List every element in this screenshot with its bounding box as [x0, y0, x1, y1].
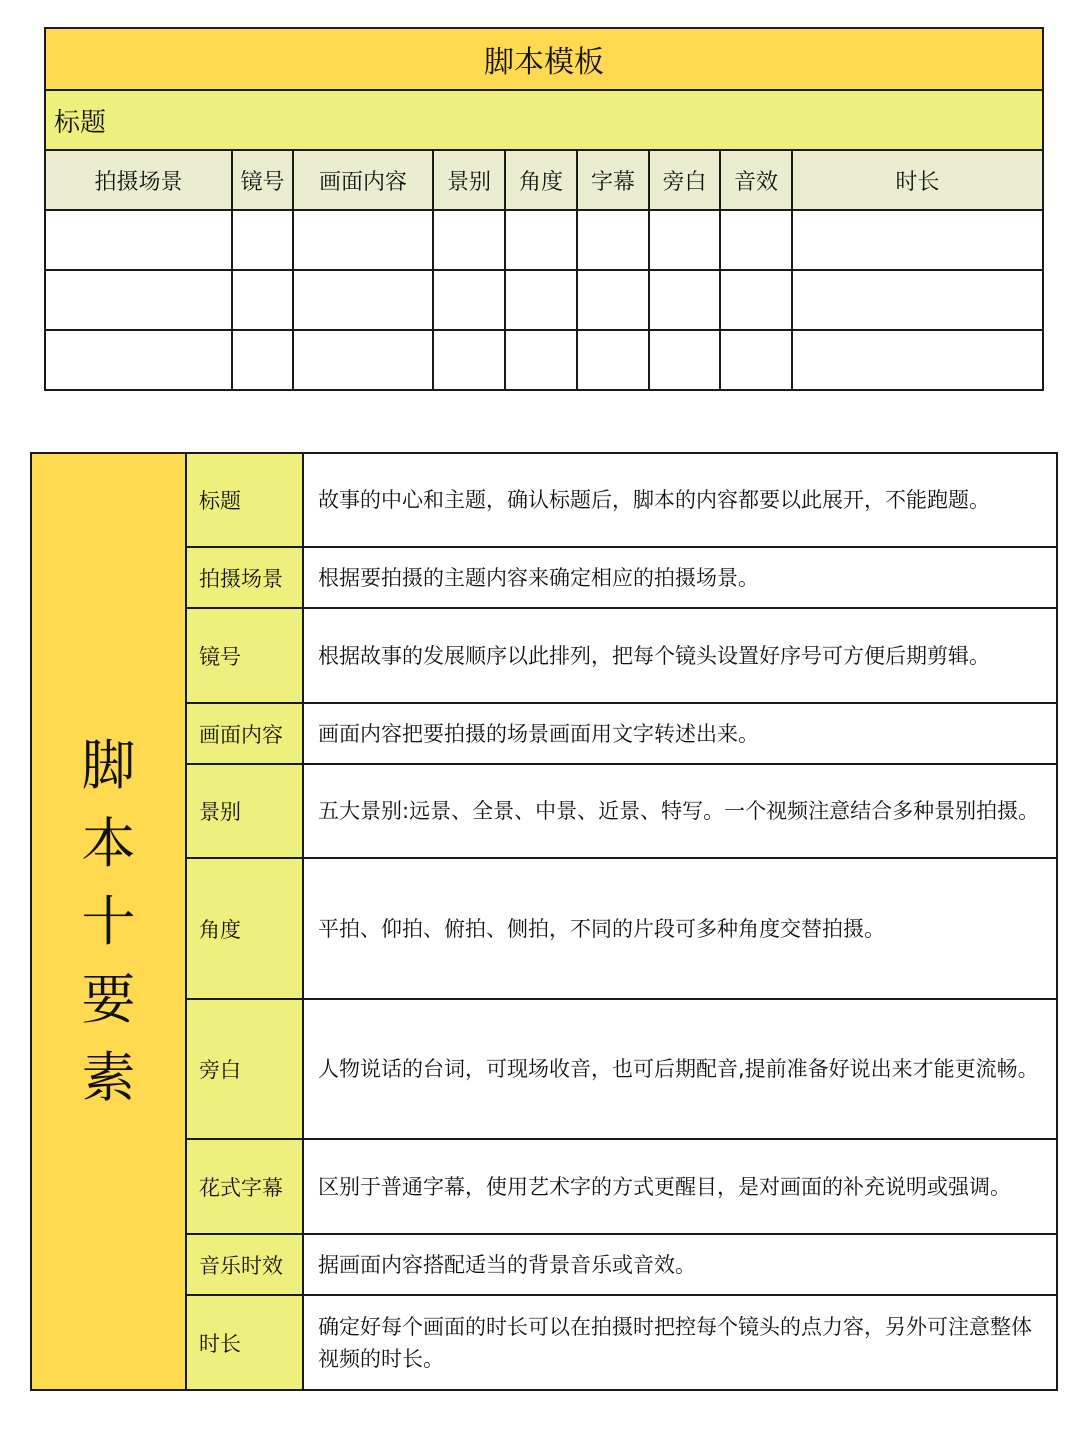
empty-cell — [792, 270, 1043, 330]
empty-cell — [649, 270, 720, 330]
element-description: 区别于普通字幕，使用艺术字的方式更醒目，是对画面的补充说明或强调。 — [303, 1139, 1057, 1234]
element-description: 画面内容把要拍摄的场景画面用文字转述出来。 — [303, 703, 1057, 764]
template-empty-row — [45, 330, 1043, 390]
empty-cell — [45, 270, 232, 330]
element-name: 旁白 — [186, 999, 303, 1139]
heading-char: 素 — [81, 1045, 136, 1109]
column-header-narration: 旁白 — [649, 150, 720, 210]
element-name: 时长 — [186, 1295, 303, 1390]
script-template-table — [44, 27, 1044, 391]
empty-cell — [45, 330, 232, 390]
empty-cell — [792, 210, 1043, 270]
element-name: 角度 — [186, 858, 303, 999]
heading-char: 脚 — [81, 733, 136, 797]
element-name: 画面内容 — [186, 703, 303, 764]
template-empty-row — [45, 210, 1043, 270]
empty-cell — [577, 330, 649, 390]
empty-cell — [649, 330, 720, 390]
empty-cell — [293, 210, 433, 270]
empty-cell — [433, 270, 505, 330]
empty-cell — [505, 330, 577, 390]
element-row — [31, 453, 1057, 547]
empty-cell — [45, 210, 232, 270]
empty-cell — [232, 210, 293, 270]
empty-cell — [293, 270, 433, 330]
column-header-shot-number: 镜号 — [232, 150, 293, 210]
element-name: 标题 — [186, 453, 303, 547]
heading-char: 要 — [81, 967, 136, 1031]
element-description: 确定好每个画面的时长可以在拍摄时把控每个镜头的点力容，另外可注意整体视频的时长。 — [303, 1295, 1057, 1390]
template-subtitle: 标题 — [45, 90, 1043, 150]
column-header-shot-size: 景别 — [433, 150, 505, 210]
empty-cell — [792, 330, 1043, 390]
elements-heading — [31, 453, 186, 1390]
column-header-scene: 拍摄场景 — [45, 150, 232, 210]
empty-cell — [649, 210, 720, 270]
script-elements-table — [30, 452, 1058, 1391]
column-header-sound: 音效 — [720, 150, 792, 210]
template-title: 脚本模板 — [45, 28, 1043, 90]
empty-cell — [720, 330, 792, 390]
element-description: 故事的中心和主题，确认标题后，脚本的内容都要以此展开，不能跑题。 — [303, 453, 1057, 547]
empty-cell — [577, 270, 649, 330]
empty-cell — [577, 210, 649, 270]
empty-cell — [720, 210, 792, 270]
element-description: 五大景别:远景、全景、中景、近景、特写。一个视频注意结合多种景别拍摄。 — [303, 764, 1057, 858]
empty-cell — [505, 210, 577, 270]
element-name: 花式字幕 — [186, 1139, 303, 1234]
element-description: 据画面内容搭配适当的背景音乐或音效。 — [303, 1234, 1057, 1295]
template-empty-row — [45, 270, 1043, 330]
element-description: 平拍、仰拍、俯拍、侧拍，不同的片段可多种角度交替拍摄。 — [303, 858, 1057, 999]
column-header-subtitle: 字幕 — [577, 150, 649, 210]
column-header-content: 画面内容 — [293, 150, 433, 210]
empty-cell — [232, 270, 293, 330]
empty-cell — [433, 330, 505, 390]
element-name: 景别 — [186, 764, 303, 858]
empty-cell — [505, 270, 577, 330]
heading-char: 本 — [81, 811, 136, 875]
element-description: 根据故事的发展顺序以此排列，把每个镜头设置好序号可方便后期剪辑。 — [303, 608, 1057, 703]
column-header-angle: 角度 — [505, 150, 577, 210]
element-description: 人物说话的台词，可现场收音，也可后期配音,提前准备好说出来才能更流畅。 — [303, 999, 1057, 1139]
template-header-row — [45, 150, 1043, 210]
element-name: 拍摄场景 — [186, 547, 303, 608]
element-name: 镜号 — [186, 608, 303, 703]
empty-cell — [293, 330, 433, 390]
element-description: 根据要拍摄的主题内容来确定相应的拍摄场景。 — [303, 547, 1057, 608]
empty-cell — [433, 210, 505, 270]
heading-char: 十 — [81, 889, 136, 953]
empty-cell — [232, 330, 293, 390]
element-name: 音乐时效 — [186, 1234, 303, 1295]
column-header-duration: 时长 — [792, 150, 1043, 210]
empty-cell — [720, 270, 792, 330]
